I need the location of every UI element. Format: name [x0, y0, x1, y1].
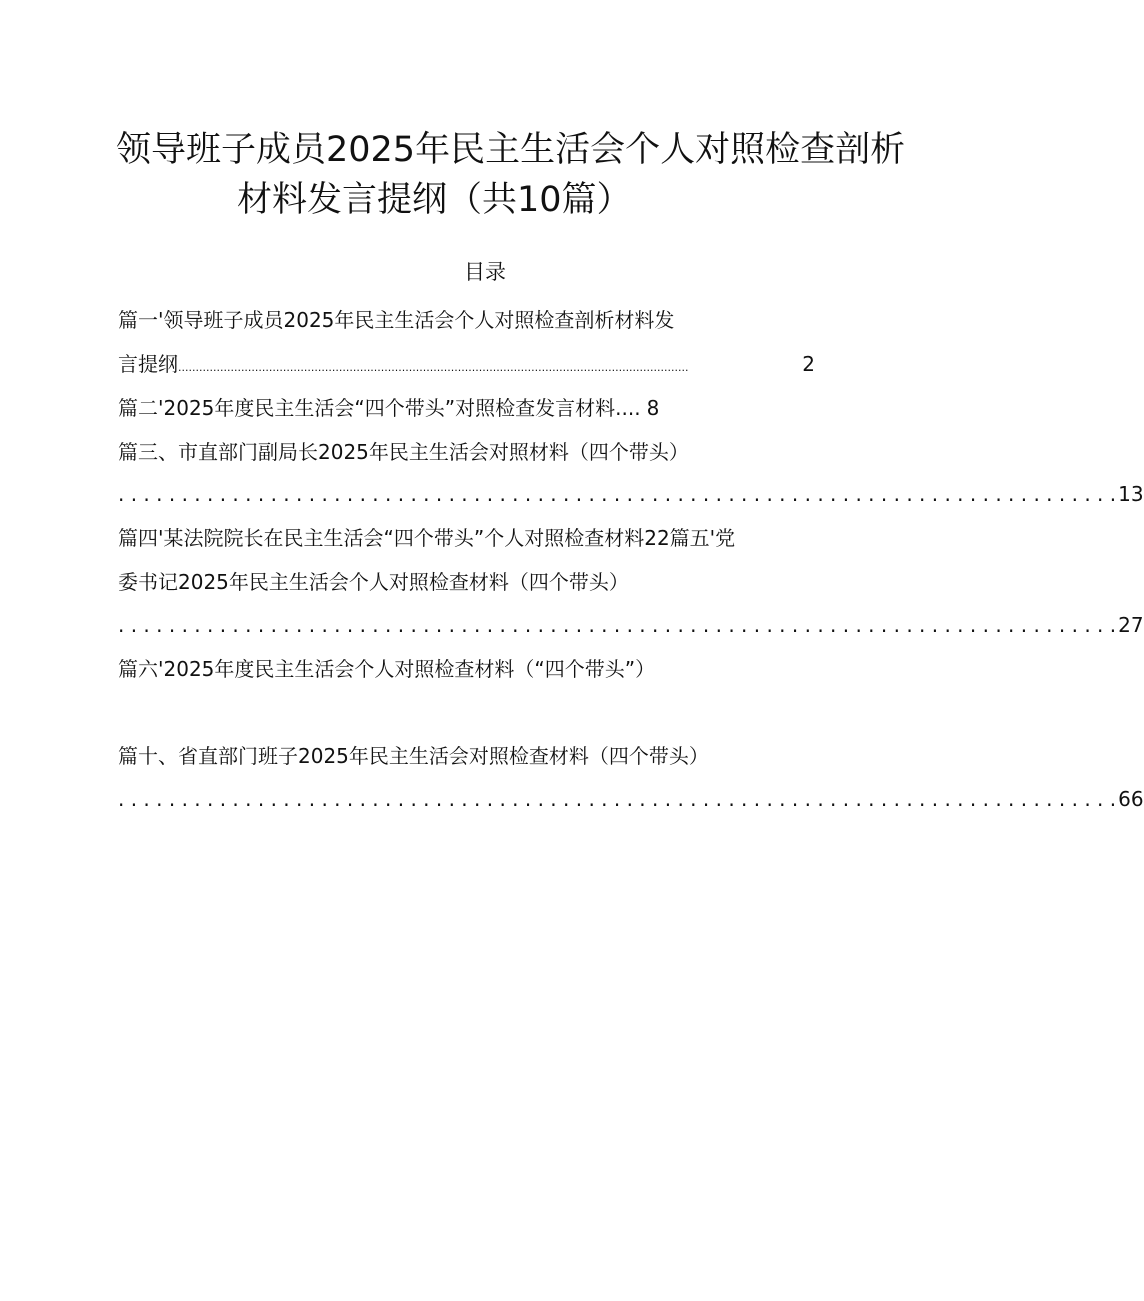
toc-heading: 目录 — [464, 260, 506, 284]
toc-entry-10-dot-leader: . . . . . . . . . . . . . . . . . . . . . . . . . . . . . . . . . . . . . . . . . . . . . . . . . . . . . . . . . . . . . . . . . . . . . . . . . . . . . . . — [118, 787, 1117, 811]
toc-entry-2-line: 篇二'2025年度民主生活会“四个带头”对照检查发言材料.... — [118, 396, 641, 420]
toc-entry-5-page-number: 27 — [1118, 613, 1144, 637]
toc-entry-10-line[interactable]: 篇十、省直部门班子2025年民主生活会对照检查材料（四个带头） — [118, 744, 709, 768]
document-title-line-1: 领导班子成员2025年民主生活会个人对照检查剖析 — [116, 130, 906, 170]
toc-entry-4-line[interactable]: 篇四'某法院院长在民主生活会“四个带头”个人对照检查材料22篇五'党 — [118, 526, 736, 550]
toc-entry-1-dot-leader: .................................................................................................................................................. — [178, 361, 689, 374]
toc-entry-3-leader-row[interactable] — [118, 480, 1144, 508]
toc-entry-2-page-number: 8 — [646, 396, 660, 420]
toc-entry-1-line-2: 言提纲 — [118, 352, 178, 376]
toc-entry-5-leader-row[interactable] — [118, 611, 1144, 639]
toc-entry-1-leader-row[interactable] — [118, 350, 815, 378]
toc-entry-5-line[interactable]: 委书记2025年民主生活会个人对照检查材料（四个带头） — [118, 570, 629, 594]
toc-entry-3-line[interactable]: 篇三、市直部门副局长2025年民主生活会对照材料（四个带头） — [118, 440, 689, 464]
toc-entry-1-page-number: 2 — [802, 352, 815, 376]
toc-entry-3-dot-leader: . . . . . . . . . . . . . . . . . . . . . . . . . . . . . . . . . . . . . . . . . . . . . . . . . . . . . . . . . . . . . . . . . . . . . . . . . . . . . . . — [118, 482, 1117, 506]
toc-entry-1-line-1[interactable]: 篇一'领导班子成员2025年民主生活会个人对照检查剖析材料发 — [118, 308, 675, 332]
toc-entry-5-dot-leader: . . . . . . . . . . . . . . . . . . . . . . . . . . . . . . . . . . . . . . . . . . . . . . . . . . . . . . . . . . . . . . . . . . . . . . . . . . . . . . . — [118, 613, 1117, 637]
document-title-line-2: 材料发言提纲（共10篇） — [237, 180, 632, 220]
toc-entry-10-leader-row[interactable] — [118, 785, 1144, 813]
toc-entry-3-page-number: 13 — [1118, 482, 1144, 506]
toc-entry-2-row[interactable] — [118, 394, 748, 422]
toc-entry-6-line[interactable]: 篇六'2025年度民主生活会个人对照检查材料（“四个带头”） — [118, 657, 656, 681]
toc-entry-10-page-number: 66 — [1118, 787, 1144, 811]
